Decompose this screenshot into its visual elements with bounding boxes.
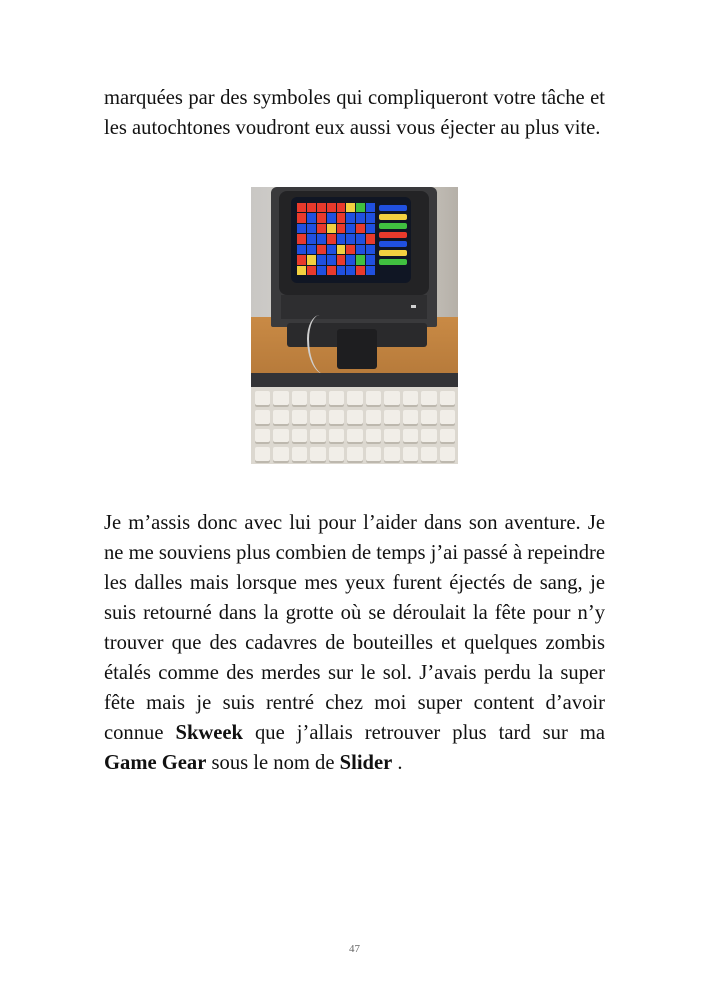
game-hud	[379, 205, 407, 273]
game-board	[297, 203, 375, 275]
photo-computer-game	[251, 187, 458, 464]
keyboard-keys	[255, 391, 455, 463]
console-name-game-gear: Game Gear	[104, 752, 207, 774]
paragraph-top: marquées par des symboles qui compliqueront votre tâche et les autochtones voudront eux aussi vous éjecter au plus vite.	[104, 87, 605, 139]
monitor-power-light	[411, 305, 416, 308]
keyboard	[251, 387, 458, 464]
monitor-base	[281, 295, 427, 319]
text-segment: .	[392, 752, 403, 774]
cartridge	[337, 329, 377, 369]
game-title-skweek: Skweek	[175, 722, 243, 744]
monitor-screen	[291, 197, 411, 283]
paragraph-main	[104, 508, 605, 778]
page-number: 47	[349, 943, 360, 955]
text-segment: sous le nom de	[206, 752, 340, 774]
text-segment: Je m’assis donc avec lui pour l’aider dans son aventure. Je ne me souviens plus combien de temps j’ai passé à repeindre les dalles mais lorsque mes yeux furent éjectés de sang, je suis retourné dans la grotte où se déroulait la fête pour n’y trouver que des cadavres de bouteilles et quelques zombis étalés comme des merdes sur le sol. J’avais perdu la super fête mais je suis rentré chez moi super content d’avoir connue	[104, 512, 605, 744]
game-title-slider: Slider	[339, 752, 393, 774]
text-segment: que j’allais retrouver plus tard sur ma	[243, 722, 605, 744]
